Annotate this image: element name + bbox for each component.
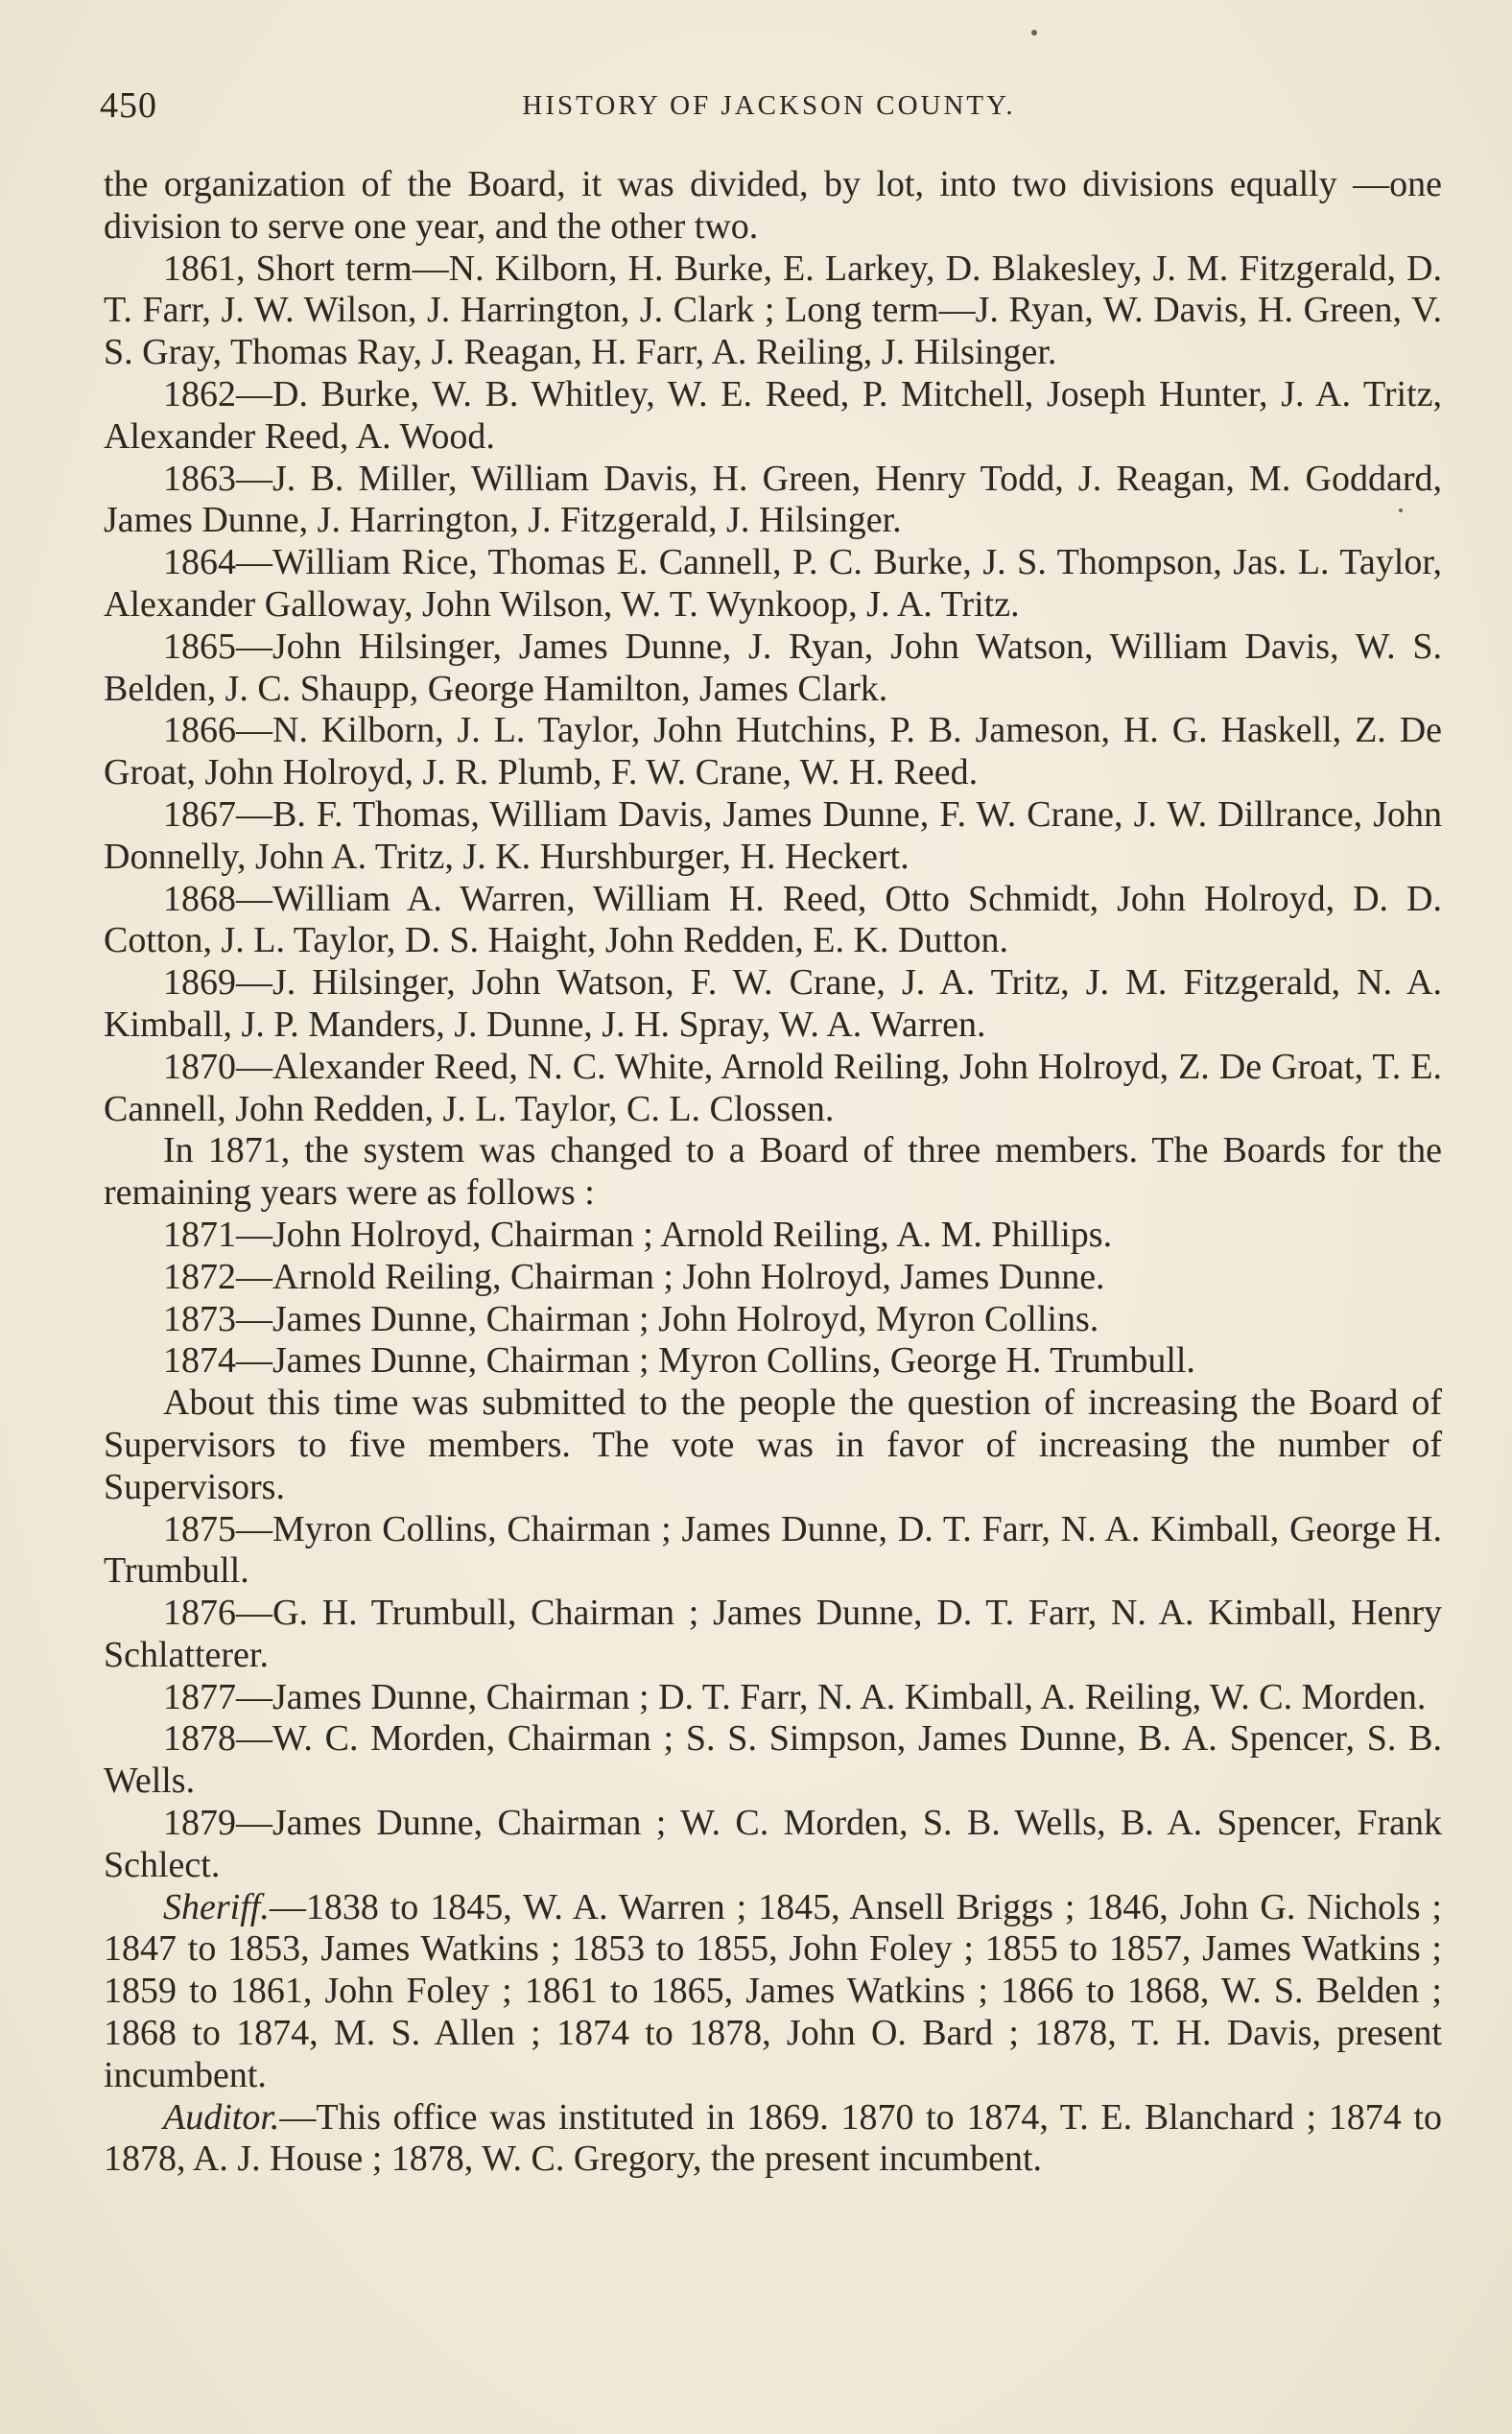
print-speck	[1031, 30, 1037, 35]
paragraph-1871: 1871—John Holroyd, Chairman ; Arnold Reiling, A. M. Phillips.	[163, 1214, 1113, 1255]
sheriff-text: —1838 to 1845, W. A. Warren ; 1845, Ansell Briggs ; 1846, John G. Nichols ; 1847 to 1853, James Watkins ; 1853 to 1855, John Foley ; 1855 to 1857, James Watkins ; 1859 to 1861, John Foley ; 1861 to 1865, James Watkins ; 1866 to 1868, W. S. Belden ; 1868 to 1874, M. S. Allen ; 1874 to 1878, John O. Bard ; 1878, T. H. Davis, present incumbent.	[104, 1886, 1442, 2095]
paragraph-1864: 1864—William Rice, Thomas E. Cannell, P. C. Burke, J. S. Thompson, Jas. L. Taylor, Alexander Galloway, John Wilson, W. T. Wynkoop, J. A. Tritz.	[104, 542, 1442, 625]
paragraph-1879: 1879—James Dunne, Chairman ; W. C. Morden, S. B. Wells, B. A. Spencer, Frank Schlect.	[104, 1803, 1442, 1885]
paragraph-1870: 1870—Alexander Reed, N. C. White, Arnold Reiling, John Holroyd, Z. De Groat, T. E. Cannell, John Redden, J. L. Taylor, C. L. Clossen.	[104, 1046, 1442, 1129]
page-body	[104, 164, 1442, 2181]
page-number: 450	[100, 85, 157, 126]
paragraph-auditor	[104, 2097, 1442, 2182]
paragraph-1868: 1868—William A. Warren, William H. Reed, Otto Schmidt, John Holroyd, D. D. Cotton, J. L. Taylor, D. S. Haight, John Redden, E. K. Dutton.	[104, 878, 1442, 961]
paragraph-system-change: In 1871, the system was changed to a Board of three members. The Boards for the remaining years were as follows :	[104, 1130, 1442, 1214]
paragraph-continuation: the organization of the Board, it was divided, by lot, into two divisions equally —one division to serve one year, and the other two.	[104, 164, 1442, 247]
paragraph-1872: 1872—Arnold Reiling, Chairman ; John Holroyd, James Dunne.	[163, 1256, 1105, 1297]
paragraph-vote: About this time was submitted to the people the question of increasing the Board of Supervisors to five members. The vote was in favor of increasing the number of Supervisors.	[104, 1382, 1442, 1507]
paragraph-1874: 1874—James Dunne, Chairman ; Myron Collins, George H. Trumbull.	[163, 1340, 1195, 1382]
sheriff-heading: Sheriff.	[163, 1886, 270, 1927]
paragraph-1865: 1865—John Hilsinger, James Dunne, J. Ryan, John Watson, William Davis, W. S. Belden, J. C. Shaupp, George Hamilton, James Clark.	[104, 626, 1442, 709]
paragraph-1866: 1866—N. Kilborn, J. L. Taylor, John Hutchins, P. B. Jameson, H. G. Haskell, Z. De Groat, John Holroyd, J. R. Plumb, F. W. Crane, W. H. Reed.	[104, 710, 1442, 793]
paragraph-sheriff	[104, 1887, 1442, 2097]
paragraph-1867: 1867—B. F. Thomas, William Davis, James Dunne, F. W. Crane, J. W. Dillrance, John Donnelly, John A. Tritz, J. K. Hurshburger, H. Heckert.	[104, 793, 1442, 877]
page-header	[100, 84, 1438, 132]
paragraph-1878: 1878—W. C. Morden, Chairman ; S. S. Simpson, James Dunne, B. A. Spencer, S. B. Wells.	[104, 1718, 1442, 1802]
paragraph-1877: 1877—James Dunne, Chairman ; D. T. Farr, N. A. Kimball, A. Reiling, W. C. Morden.	[163, 1676, 1427, 1717]
paragraph-1873: 1873—James Dunne, Chairman ; John Holroyd, Myron Collins.	[163, 1298, 1099, 1339]
paragraph-1861: 1861, Short term—N. Kilborn, H. Burke, E. Larkey, D. Blakesley, J. M. Fitzgerald, D. T. Farr, J. W. Wilson, J. Harrington, J. Clark ; Long term—J. Ryan, W. Davis, H. Green, V. S. Gray, Thomas Ray, J. Reagan, H. Farr, A. Reiling, J. Hilsinger.	[104, 248, 1442, 373]
running-head: HISTORY OF JACKSON COUNTY.	[522, 90, 1016, 121]
auditor-text: —This office was instituted in 1869. 1870 to 1874, T. E. Blanchard ; 1874 to 1878, A. J. House ; 1878, W. C. Gregory, the present incumbent.	[104, 2096, 1442, 2180]
paragraph-1869: 1869—J. Hilsinger, John Watson, F. W. Crane, J. A. Tritz, J. M. Fitzgerald, N. A. Kimball, J. P. Manders, J. Dunne, J. H. Spray, W. A. Warren.	[104, 962, 1442, 1045]
paragraph-1875: 1875—Myron Collins, Chairman ; James Dunne, D. T. Farr, N. A. Kimball, George H. Trumbull.	[104, 1508, 1442, 1592]
paragraph-1863: 1863—J. B. Miller, William Davis, H. Green, Henry Todd, J. Reagan, M. Goddard, James Dunne, J. Harrington, J. Fitzgerald, J. Hilsinger.	[104, 458, 1442, 541]
paragraph-1862: 1862—D. Burke, W. B. Whitley, W. E. Reed, P. Mitchell, Joseph Hunter, J. A. Tritz, Alexander Reed, A. Wood.	[104, 373, 1442, 457]
paragraph-1876: 1876—G. H. Trumbull, Chairman ; James Dunne, D. T. Farr, N. A. Kimball, Henry Schlatterer.	[104, 1593, 1442, 1675]
auditor-heading: Auditor.	[163, 2096, 280, 2138]
